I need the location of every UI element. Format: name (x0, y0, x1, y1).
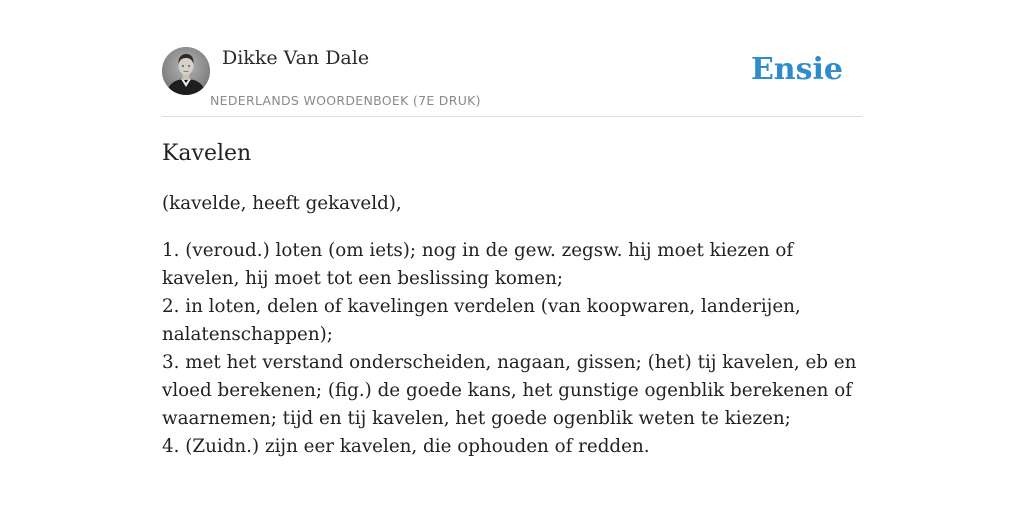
author-portrait-icon (162, 47, 210, 95)
entry-header (162, 44, 862, 117)
entry-title: Kavelen (162, 141, 252, 166)
source-label[interactable]: NEDERLANDS WOORDENBOEK (7E DRUK) (210, 93, 481, 108)
entry-intro: (kavelde, heeft gekaveld), (162, 193, 402, 214)
definition-item: 4. (Zuidn.) zijn eer kavelen, die ophouden of redden. (162, 436, 650, 457)
definition-item: 1. (veroud.) loten (om iets); nog in de gew. zegsw. hij moet kiezen of kavelen, hij moet tot een beslissing komen; (162, 240, 794, 289)
entry-definitions (162, 237, 862, 461)
entry-content (162, 138, 862, 461)
definition-item: 3. met het verstand onderscheiden, nagaan, gissen; (het) tij kavelen, eb en vloed berekenen; (fig.) de goede kans, het gunstige ogenblik berekenen of waarnemen; tijd en tij kavelen, het goede ogenblik weten te kiezen; (162, 352, 857, 429)
author-avatar[interactable] (162, 47, 210, 95)
brand-logo[interactable]: Ensie (750, 52, 843, 87)
definition-item: 2. in loten, delen of kavelingen verdelen (van koopwaren, landerijen, nalatenschappen); (162, 296, 801, 345)
author-name[interactable]: Dikke Van Dale (222, 47, 370, 69)
